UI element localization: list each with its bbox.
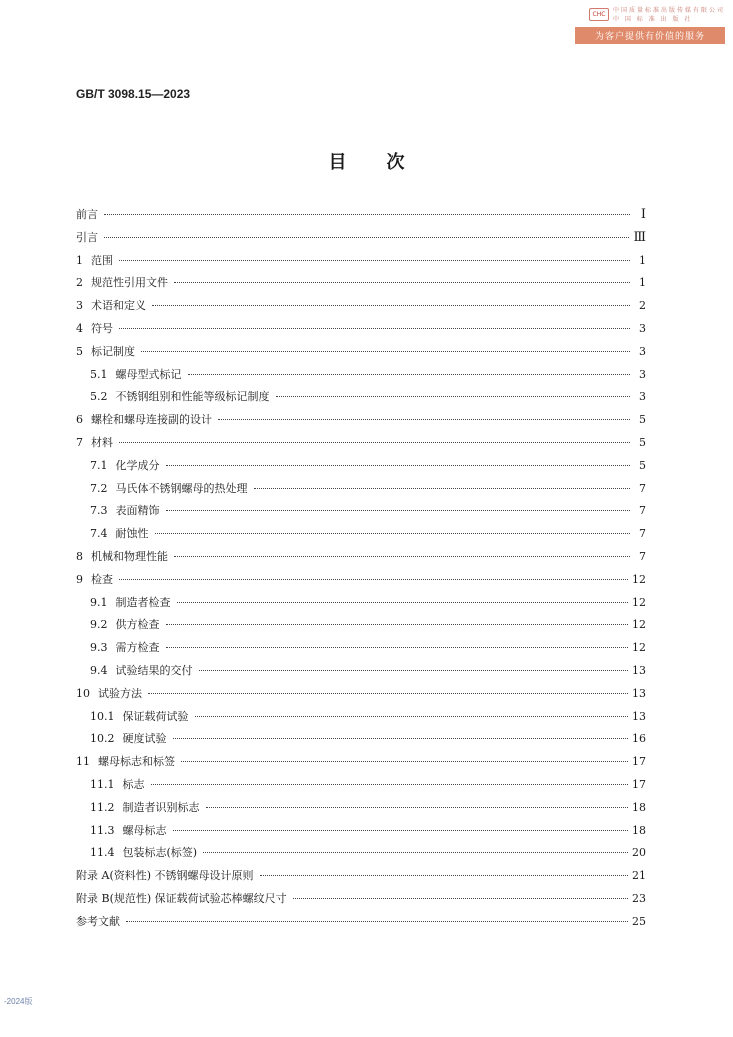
toc-entry[interactable] <box>76 297 646 320</box>
toc-leader-dots <box>195 716 629 717</box>
toc-entry[interactable] <box>76 730 646 753</box>
edition-tag: -2024版 <box>4 997 33 1006</box>
toc-leader-dots <box>177 602 629 603</box>
toc-entry-page: 20 <box>632 846 646 860</box>
toc-entry-page: 5 <box>639 413 646 427</box>
toc-leader-dots <box>181 761 628 762</box>
toc-entry[interactable] <box>76 662 646 685</box>
toc-entry[interactable] <box>76 457 646 480</box>
toc-leader-dots <box>174 556 630 557</box>
toc-entry-label: 标志 <box>122 777 145 791</box>
toc-entry-page: 3 <box>639 344 646 358</box>
toc-leader-dots <box>141 351 630 352</box>
toc-entry[interactable] <box>76 708 646 731</box>
toc-entry[interactable] <box>76 229 646 252</box>
toc-entry-number: 5.1 <box>90 367 108 381</box>
toc-entry-page: 12 <box>632 572 646 586</box>
toc-entry-number: 3 <box>76 299 83 313</box>
toc-entry[interactable] <box>76 844 646 867</box>
toc-entry[interactable] <box>76 480 646 503</box>
toc-leader-dots <box>126 921 628 922</box>
toc-entry-number: 6 <box>76 413 83 427</box>
toc-entry-page: 7 <box>639 527 646 541</box>
toc-leader-dots <box>119 328 630 329</box>
toc-entry[interactable] <box>76 799 646 822</box>
toc-entry[interactable] <box>76 548 646 571</box>
watermark-header <box>575 6 725 24</box>
toc-leader-dots <box>206 807 629 808</box>
toc-leader-dots <box>199 670 629 671</box>
toc-entry[interactable] <box>76 274 646 297</box>
toc-entry[interactable] <box>76 411 646 434</box>
toc-entry-number: 10.1 <box>90 709 115 723</box>
toc-entry-number: 7.1 <box>90 458 108 472</box>
toc-entry-page: 17 <box>632 777 646 791</box>
toc-leader-dots <box>104 237 629 238</box>
toc-entry[interactable] <box>76 525 646 548</box>
toc-entry[interactable] <box>76 822 646 845</box>
toc-entry-label: 螺母标志 <box>122 823 167 837</box>
toc-entry-page: 3 <box>639 390 646 404</box>
toc-entry-label: 螺栓和螺母连接副的设计 <box>91 413 212 427</box>
toc-entry-page: 7 <box>639 549 646 563</box>
page-title: 目次 <box>328 152 445 173</box>
toc-entry-page: 2 <box>639 299 646 313</box>
toc-leader-dots <box>218 419 630 420</box>
toc-leader-dots <box>119 579 628 580</box>
toc-entry-page: 13 <box>632 663 646 677</box>
toc-entry-page: 1 <box>639 276 646 290</box>
toc-entry-page: 7 <box>639 504 646 518</box>
toc-entry[interactable] <box>76 366 646 389</box>
toc-entry-page: 12 <box>632 595 646 609</box>
toc-entry[interactable] <box>76 913 646 936</box>
toc-entry-number: 7.3 <box>90 504 108 518</box>
table-of-contents <box>76 206 646 936</box>
toc-leader-dots <box>293 898 628 899</box>
toc-leader-dots <box>119 442 630 443</box>
toc-leader-dots <box>254 488 631 489</box>
toc-leader-dots <box>173 738 629 739</box>
toc-entry[interactable] <box>76 434 646 457</box>
toc-leader-dots <box>119 260 630 261</box>
toc-entry-label: 供方检查 <box>115 618 160 632</box>
toc-entry[interactable] <box>76 320 646 343</box>
toc-entry-number: 7.2 <box>90 481 108 495</box>
toc-entry-label: 附录 B(规范性) 保证载荷试验芯棒螺纹尺寸 <box>76 891 287 905</box>
toc-entry-label: 术语和定义 <box>91 299 146 313</box>
toc-entry-number: 8 <box>76 549 83 563</box>
toc-entry-number: 1 <box>76 253 83 267</box>
toc-entry-page: 13 <box>632 709 646 723</box>
toc-entry-page: 12 <box>632 641 646 655</box>
toc-entry-label: 不锈钢组别和性能等级标记制度 <box>115 390 270 404</box>
toc-entry-page: 18 <box>632 823 646 837</box>
toc-entry-number: 11.4 <box>90 846 115 860</box>
toc-entry-label: 化学成分 <box>115 458 160 472</box>
toc-entry-number: 9 <box>76 572 83 586</box>
toc-leader-dots <box>155 533 631 534</box>
toc-entry-label: 检查 <box>91 572 113 586</box>
toc-entry-number: 10 <box>76 686 90 700</box>
toc-entry-label: 前言 <box>76 208 98 221</box>
toc-entry-label: 标记制度 <box>91 344 135 358</box>
publisher-line-1: 中国质量标准出版传媒有限公司 <box>612 7 725 14</box>
toc-entry-page: 23 <box>632 891 646 905</box>
toc-leader-dots <box>174 282 630 283</box>
toc-entry-page: 18 <box>632 800 646 814</box>
publisher-slogan: 为客户提供有价值的服务 <box>575 27 725 44</box>
toc-entry-page: 5 <box>639 435 646 449</box>
toc-entry-page: 16 <box>632 732 646 746</box>
toc-entry-number: 4 <box>76 321 83 335</box>
publisher-logo: CHC <box>589 8 609 21</box>
toc-entry[interactable] <box>76 388 646 411</box>
toc-entry-label: 保证载荷试验 <box>122 709 189 723</box>
toc-entry-label: 包装标志(标签) <box>122 846 198 860</box>
toc-entry-label: 规范性引用文件 <box>91 276 168 290</box>
toc-entry-number: 11.3 <box>90 823 115 837</box>
toc-entry[interactable] <box>76 616 646 639</box>
toc-entry-label: 机械和物理性能 <box>91 549 168 563</box>
toc-entry-number: 11.1 <box>90 777 115 791</box>
toc-entry-number: 10.2 <box>90 732 115 746</box>
toc-entry-label: 制造者识别标志 <box>122 800 200 814</box>
toc-entry-page: 3 <box>639 321 646 335</box>
toc-entry[interactable] <box>76 685 646 708</box>
toc-entry-label: 范围 <box>91 253 113 267</box>
publisher-watermark <box>575 6 725 44</box>
toc-entry-page: 17 <box>632 755 646 769</box>
toc-leader-dots <box>151 784 629 785</box>
toc-entry-number: 9.4 <box>90 663 108 677</box>
toc-entry[interactable] <box>76 502 646 525</box>
toc-entry-label: 表面精饰 <box>115 504 160 518</box>
publisher-name <box>613 6 725 24</box>
toc-entry-label: 耐蚀性 <box>115 527 149 541</box>
toc-entry[interactable] <box>76 571 646 594</box>
toc-leader-dots <box>166 510 631 511</box>
toc-entry-label: 试验方法 <box>98 686 142 700</box>
toc-entry-page: 13 <box>632 686 646 700</box>
toc-entry-number: 9.1 <box>90 595 108 609</box>
toc-entry[interactable] <box>76 867 646 890</box>
toc-leader-dots <box>166 624 629 625</box>
toc-entry-label: 材料 <box>91 435 113 449</box>
toc-entry-label: 参考文献 <box>76 914 120 928</box>
toc-entry-label: 引言 <box>76 230 98 244</box>
toc-entry-page: 7 <box>639 481 646 495</box>
standard-code: GB/T 3098.15—2023 <box>76 87 191 101</box>
toc-entry[interactable] <box>76 343 646 366</box>
toc-entry[interactable] <box>76 890 646 913</box>
toc-entry-page: 25 <box>632 914 646 928</box>
toc-entry-label: 需方检查 <box>115 641 160 655</box>
toc-entry-page: 5 <box>639 458 646 472</box>
toc-entry-label: 制造者检查 <box>115 595 171 609</box>
toc-entry[interactable] <box>76 776 646 799</box>
toc-entry-number: 7 <box>76 435 83 449</box>
toc-entry-label: 螺母标志和标签 <box>98 755 175 769</box>
toc-entry-page: 12 <box>632 618 646 632</box>
toc-entry-page: 1 <box>639 253 646 267</box>
toc-leader-dots <box>203 852 628 853</box>
toc-leader-dots <box>260 875 628 876</box>
toc-leader-dots <box>166 465 631 466</box>
toc-entry-number: 9.3 <box>90 641 108 655</box>
toc-entry-number: 11 <box>76 755 90 769</box>
toc-entry[interactable] <box>76 206 646 229</box>
toc-entry-label: 附录 A(资料性) 不锈钢螺母设计原则 <box>76 869 254 883</box>
toc-entry-page: Ⅰ <box>640 207 646 222</box>
toc-entry-number: 9.2 <box>90 618 108 632</box>
toc-entry-number: 5.2 <box>90 390 108 404</box>
toc-entry-number: 7.4 <box>90 527 108 541</box>
toc-entry[interactable] <box>76 252 646 275</box>
toc-leader-dots <box>104 214 630 215</box>
toc-leader-dots <box>173 830 629 831</box>
toc-entry-label: 试验结果的交付 <box>115 663 193 677</box>
toc-entry[interactable] <box>76 753 646 776</box>
toc-entry-page: 21 <box>632 869 646 883</box>
publisher-line-2: 中 国 标 准 出 版 社 <box>612 16 693 23</box>
toc-entry-number: 2 <box>76 276 83 290</box>
toc-entry-label: 螺母型式标记 <box>115 367 182 381</box>
toc-entry-label: 马氏体不锈钢螺母的热处理 <box>115 481 248 495</box>
toc-leader-dots <box>152 305 630 306</box>
toc-entry-page: 3 <box>639 367 646 381</box>
toc-leader-dots <box>188 374 631 375</box>
toc-entry-number: 5 <box>76 344 83 358</box>
toc-entry-label: 符号 <box>91 321 113 335</box>
toc-leader-dots <box>276 396 631 397</box>
toc-entry-page: Ⅲ <box>633 229 646 245</box>
toc-leader-dots <box>148 693 628 694</box>
toc-entry-label: 硬度试验 <box>122 732 167 746</box>
toc-entry-number: 11.2 <box>90 800 115 814</box>
toc-leader-dots <box>166 647 629 648</box>
toc-entry[interactable] <box>76 639 646 662</box>
toc-entry[interactable] <box>76 594 646 617</box>
